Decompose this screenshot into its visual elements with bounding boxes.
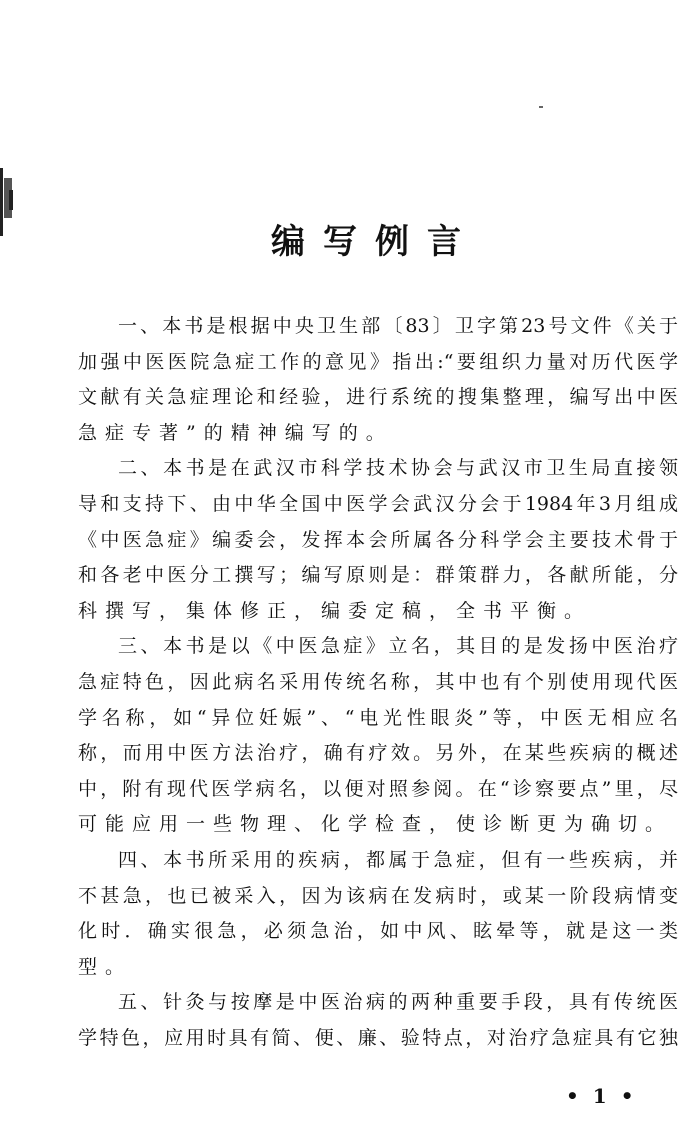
text-line: 化时．确实很急，必须急治，如中风、眩晕等，就是这一类	[78, 920, 678, 943]
text-line: 称，而用中医方法治疗，确有疗效。另外，在某些疾病的概述	[78, 742, 678, 765]
text-line: 四、本书所采用的疾病，都属于急症，但有一些疾病，并	[118, 848, 678, 871]
text-line: 学名称，如“异位妊娠”、“电光性眼炎”等，中医无相应名	[78, 706, 678, 729]
text-line: 和各老中医分工撰写；编写原则是：群策群力，各献所能，分	[78, 564, 678, 587]
page-number: •1•	[566, 1084, 648, 1108]
scan-speck	[539, 106, 543, 108]
text-line: 中，附有现代医学病名，以便对照参阅。在“诊察要点”里，尽	[78, 777, 678, 800]
text-line: 《中医急症》编委会，发挥本会所属各分科学会主要技术骨于	[78, 528, 678, 551]
paragraph-2	[78, 451, 678, 629]
text-line: 一、本书是根据中央卫生部〔83〕卫字第23号文件《关于	[118, 315, 678, 337]
text-line: 二、本书是在武汉市科学技术协会与武汉市卫生局直接领	[118, 457, 678, 480]
text-line: 急症特色，因此病名采用传统名称，其中也有个别使用现代医	[78, 670, 678, 693]
text-line: 可能应用一些物理、化学检查，使诊断更为确切。	[78, 813, 673, 836]
text-line: 不甚急，也已被采入，因为该病在发病时，或某一阶段病情变	[78, 884, 678, 907]
text-line: 加强中医医院急症工作的意见》指出:“要组织力量对历代医学	[78, 350, 678, 373]
paragraph-5	[78, 985, 678, 1056]
text-line: 导和支持下、由中华全国中医学会武汉分会于1984年3月组成	[78, 492, 678, 515]
text-line: 学特色，应用时具有简、便、廉、验特点，对治疗急症具有它独	[78, 1026, 678, 1049]
paragraph-4	[78, 843, 678, 985]
text-line: 科撰写，集体修正，编委定稿，全书平衡。	[78, 599, 592, 622]
document-body	[78, 309, 678, 1056]
text-line: 型。	[78, 955, 133, 978]
paragraph-1	[78, 309, 678, 451]
text-line: 三、本书是以《中医急症》立名，其目的是发扬中医治疗	[118, 635, 678, 658]
text-line: 五、针灸与按摩是中医治病的两种重要手段，具有传统医	[118, 991, 678, 1014]
text-line: 文献有关急症理论和经验，进行系统的搜集整理，编写出中医	[78, 386, 678, 409]
paragraph-3	[78, 629, 678, 843]
text-line: 急症专著”的精神编写的。	[78, 421, 393, 444]
page-title: 编写例言	[271, 222, 479, 262]
